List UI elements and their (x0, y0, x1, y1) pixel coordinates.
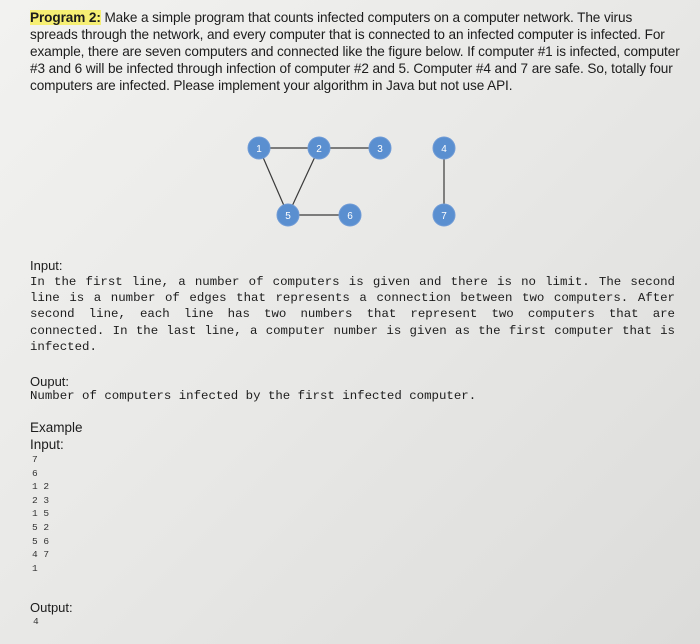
example-output-label: Output: (30, 600, 73, 615)
example-input-line: 5 2 (32, 521, 50, 533)
node-label-6: 6 (347, 211, 353, 222)
problem-intro (30, 9, 680, 94)
input-description: In the first line, a number of computers is given and there is no limit. The second line is a number of edges that represents a connection between two computers. After second line, each line has two numbers that represent two computers that are connected. In the last line, a computer number is given as the first computer that is infected. (30, 275, 675, 354)
example-input-line: 5 6 (32, 535, 50, 547)
example-input-line: 4 7 (32, 549, 50, 561)
example-input-line: 1 5 (32, 508, 50, 520)
example-heading: Example (30, 420, 83, 435)
example-input-line: 7 (32, 454, 38, 465)
example-input-line: 6 (32, 467, 38, 479)
example-input-label: Input: (30, 437, 64, 452)
example-input-line: 2 3 (32, 494, 50, 506)
node-label-2: 2 (316, 144, 322, 155)
example-input-line: 1 2 (32, 481, 50, 493)
output-description: Number of computers infected by the first infected computer. (30, 389, 477, 403)
node-label-5: 5 (285, 211, 291, 222)
example-input-line: 1 (32, 562, 38, 574)
node-label-7: 7 (441, 211, 447, 222)
network-graph (240, 128, 470, 238)
example-input-block (32, 453, 49, 575)
node-label-1: 1 (256, 144, 262, 155)
program-label: Program 2: (30, 10, 101, 25)
input-heading: Input: (30, 258, 63, 273)
example-output-value: 4 (33, 616, 39, 627)
node-label-4: 4 (441, 144, 447, 155)
problem-intro-text: Make a simple program that counts infected computers on a computer network. The virus spreads through the network, and every computer that is connected to an infected computer is infected. For example, there are seven computers and connected like the figure below. If computer #1 is infected, computer #3 and 6 will be infected through infection of computer #2 and 5. Computer #4 and 7 are safe. So, totally four computers are infected. Please implement your algorithm in Java but not use API. (30, 10, 680, 93)
output-heading: Ouput: (30, 374, 70, 389)
node-label-3: 3 (377, 144, 383, 155)
